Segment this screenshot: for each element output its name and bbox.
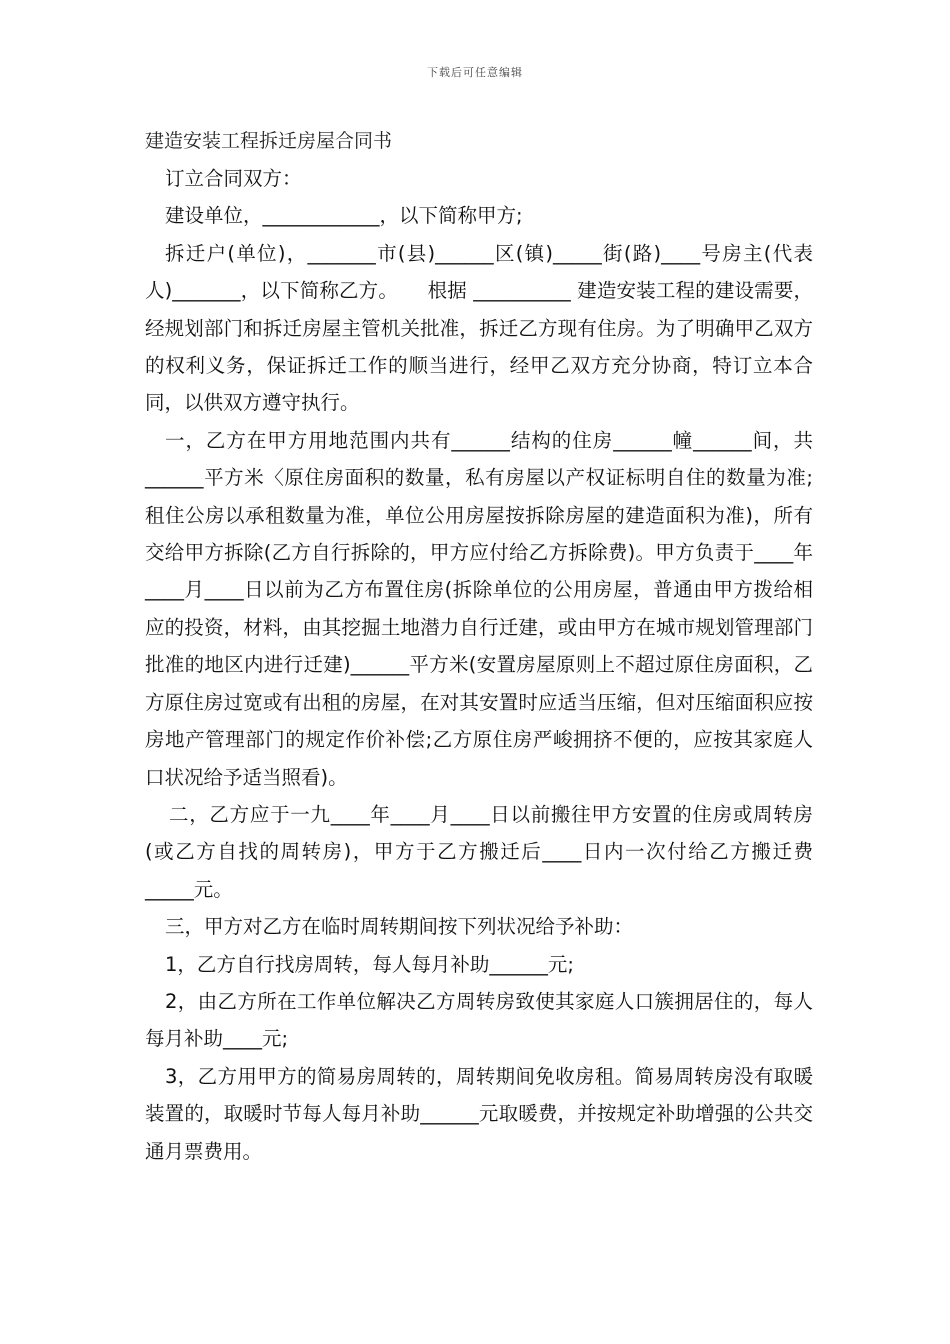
page-header: 下载后可任意编辑: [427, 66, 523, 79]
paragraph: 二，乙方应于一九____年____月____日以前搬往甲方安置的住房或周转房(或乙方自找的周转房)，甲方于乙方搬迁后____日内一次付给乙方搬迁费_____元。: [145, 802, 813, 901]
paragraph: 2，由乙方所在工作单位解决乙方周转房致使其家庭人口簇拥居住的，每人每月补助____元;: [145, 989, 813, 1051]
paragraph: 3，乙方用甲方的简易房周转的，周转期间免收房租。简易周转房没有取暖装置的，取暖时节每人每月补助______元取暖费，并按规定补助增强的公共交通月票费用。: [145, 1064, 813, 1163]
paragraph: 一，乙方在甲方用地范围内共有______结构的住房______幢______间，共______平方米〈原住房面积的数量，私有房屋以产权证标明自住的数量为准;租住公房以承租数量为准，单位公用房屋按拆除房屋的建造面积为准)，所有交给甲方拆除(乙方自行拆除的，甲方应付给乙方拆除费)。甲方负责于____年____月____日以前为乙方布置住房(拆除单位的公用房屋，普通由甲方拨给相应的投资，材料，由其挖掘土地潜力自行迁建，或由甲方在城市规划管理部门批准的地区内进行迁建)______平方米(安置房屋原则上不超过原住房面积，乙方原住房过宽或有出租的房屋，在对其安置时应适当压缩，但对压缩面积应按房地产管理部门的规定作价补偿;乙方原住房严峻拥挤不便的，应按其家庭人口状况给予适当照看)。: [145, 428, 813, 789]
paragraph: 三，甲方对乙方在临时周转期间按下列状况给予补助：: [165, 915, 634, 939]
paragraph: 建设单位，____________，以下简称甲方;: [165, 204, 523, 228]
document-body: [145, 160, 813, 1170]
document-title: 建造安装工程拆迁房屋合同书: [145, 130, 393, 152]
paragraph: 1，乙方自行找房周转，每人每月补助______元;: [165, 952, 574, 976]
paragraph: 订立合同双方：: [165, 167, 302, 190]
paragraph: 拆迁户(单位)，_______市(县)______区(镇)_____街(路)____号房主(代表人)_______，以下简称乙方。 根据 __________ 建造安装工程的建设需要，经规划部门和拆迁房屋主管机关批准，拆迁乙方现有住房。为了明确甲乙双方的权利义务，保证拆迁工作的顺当进行，经甲乙双方充分协商，特订立本合同，以供双方遵守执行。: [145, 241, 813, 415]
